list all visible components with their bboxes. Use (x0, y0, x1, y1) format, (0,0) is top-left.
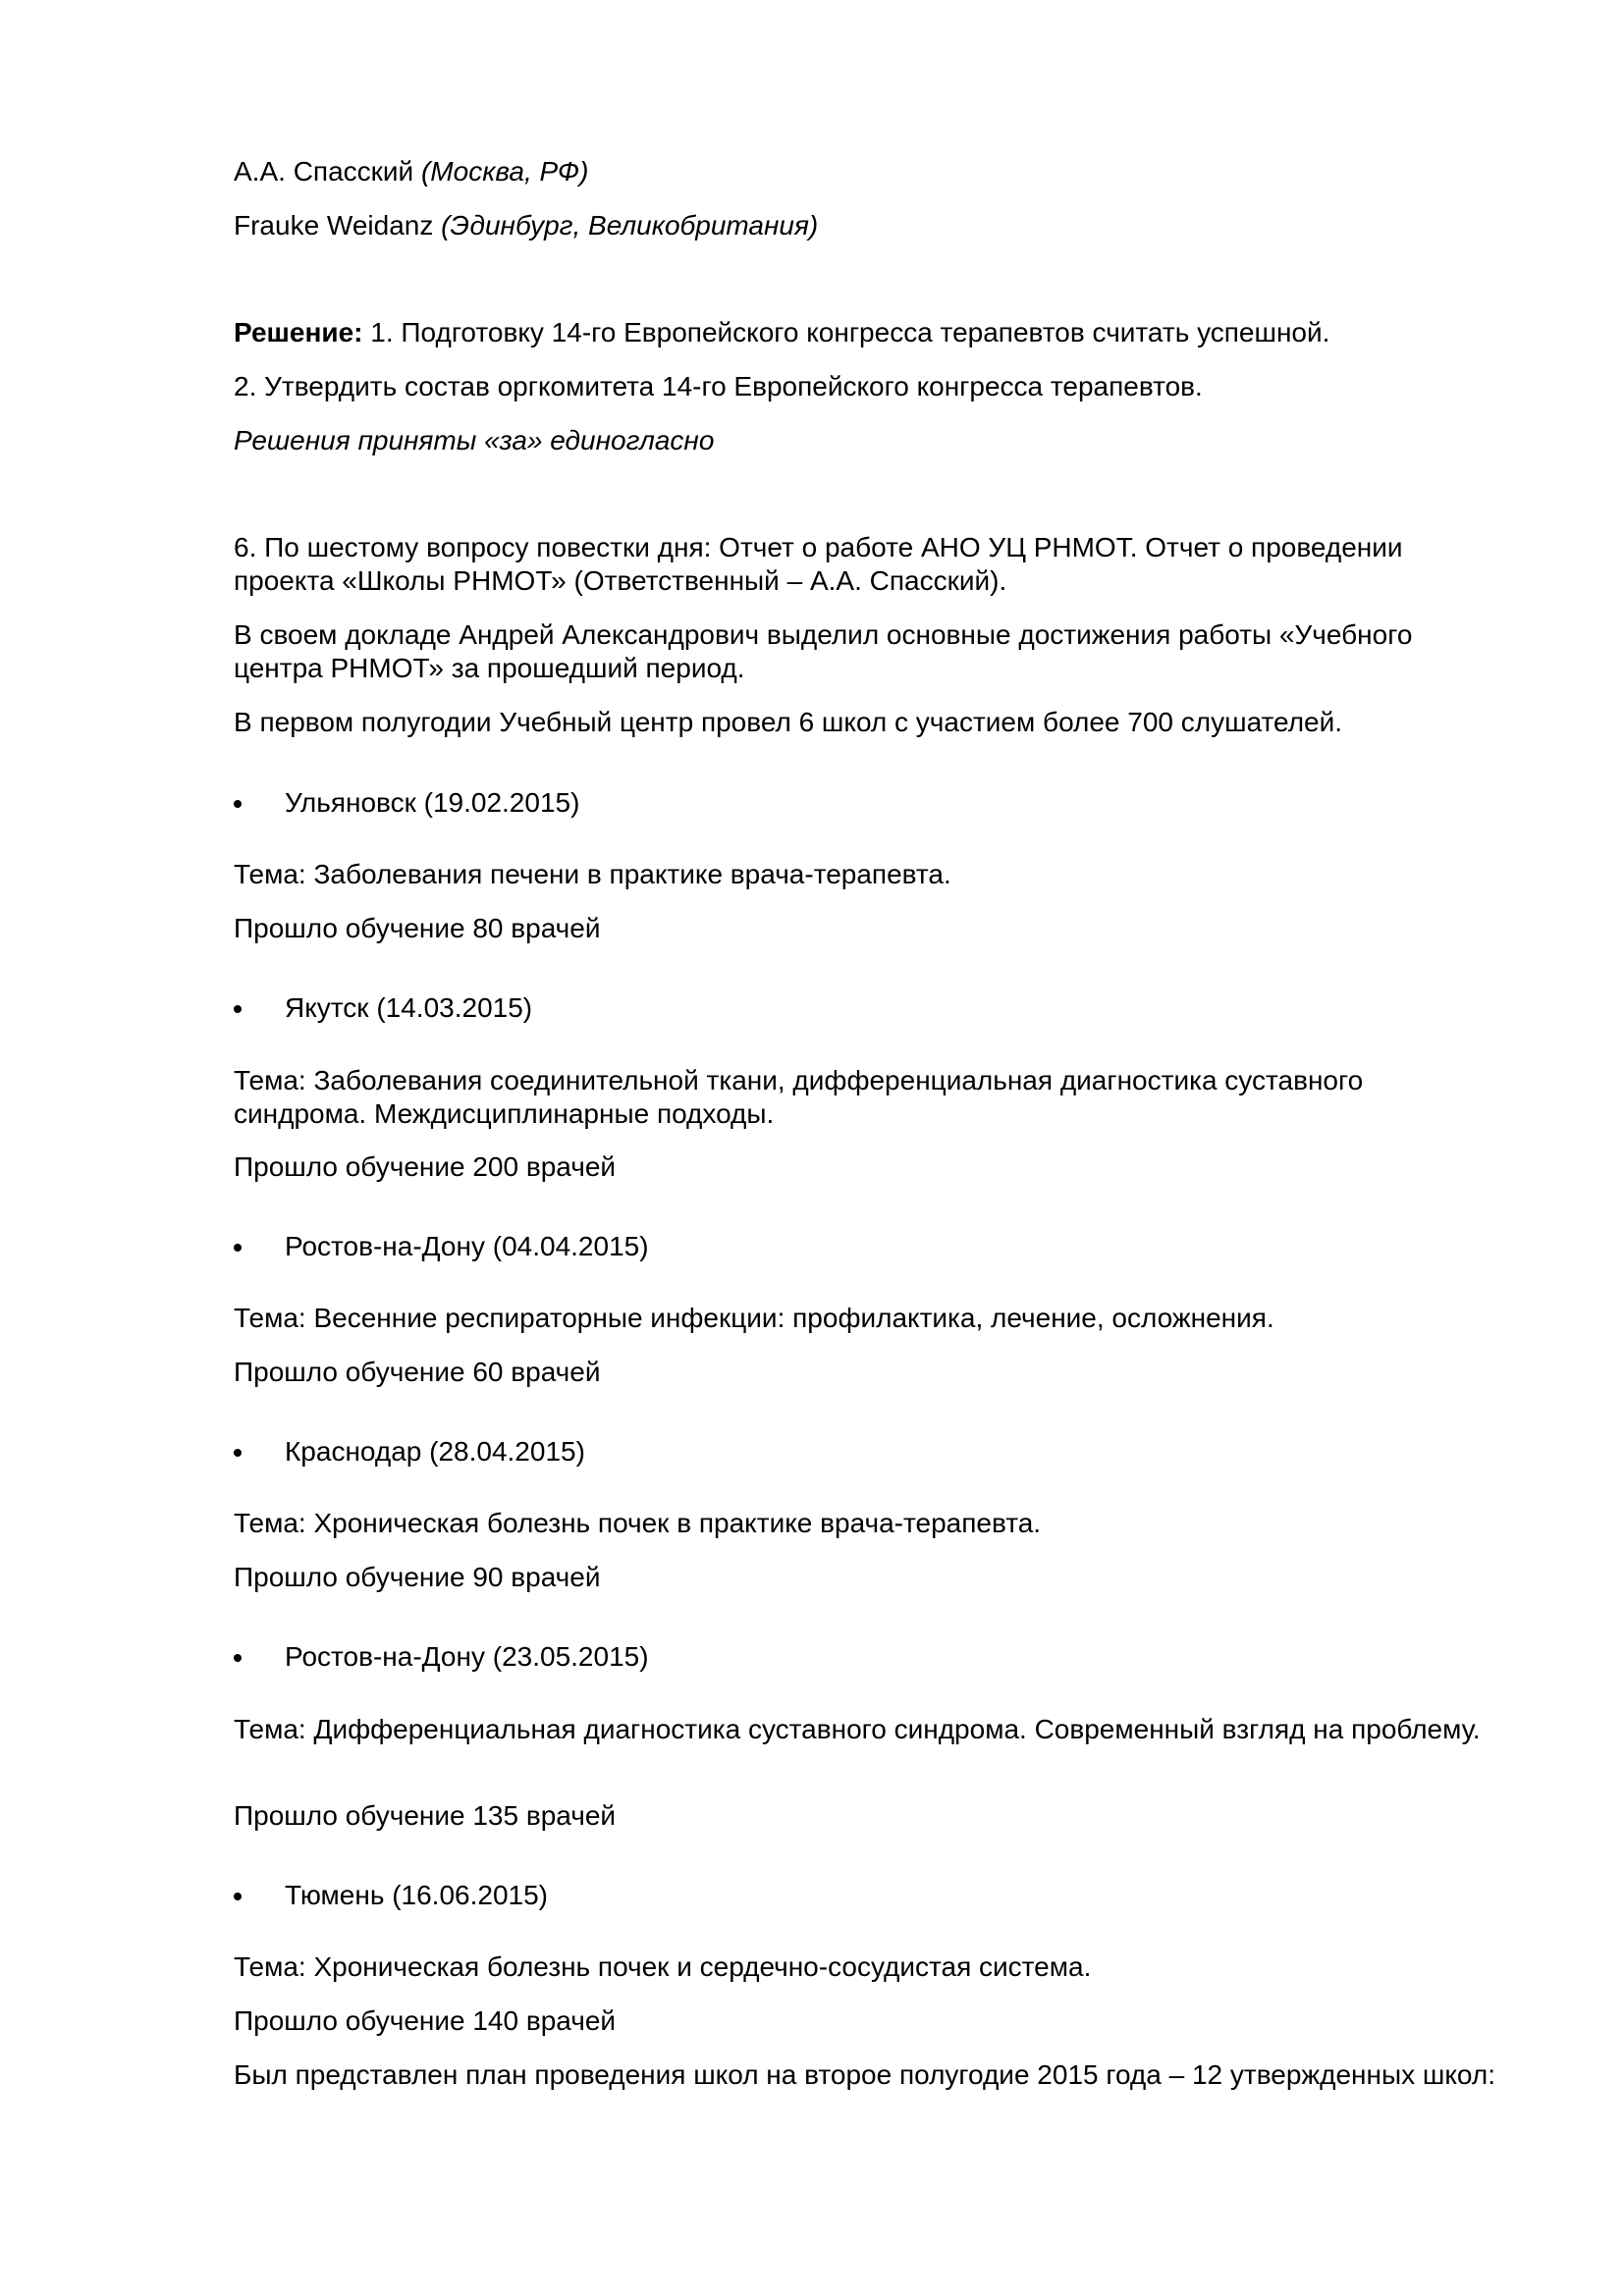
attendee-name: А.А. Спасский (234, 156, 414, 187)
school-trained: Прошло обучение 80 врачей (234, 913, 601, 943)
school-city: Ростов-на-Дону (04.04.2015) (285, 1231, 649, 1261)
school-topic: Тема: Заболевания соединительной ткани, дифференциальная диагностика суставного синдрома. Междисциплинарные подходы. (234, 1065, 1364, 1129)
school-city: Тюмень (16.06.2015) (285, 1880, 548, 1910)
school-city: Ульяновск (19.02.2015) (285, 787, 580, 818)
school-topic: Тема: Дифференциальная диагностика суставного синдрома. Современный взгляд на проблему. (234, 1714, 1481, 1744)
attendee-place: (Эдинбург, Великобритания) (441, 210, 819, 240)
decision-label: Решение: (234, 317, 363, 347)
decision-line (234, 316, 1329, 349)
school-topic: Тема: Хроническая болезнь почек и сердечно-сосудистая система. (234, 1951, 1092, 1982)
attendee-line (234, 155, 588, 188)
school-topic: Тема: Хроническая болезнь почек в практике врача-терапевта. (234, 1508, 1042, 1538)
attendee-name: Frauke Weidanz (234, 210, 434, 240)
agenda-item-6-heading: 6. По шестому вопросу повестки дня: Отчет о работе АНО УЦ РНМОТ. Отчет о проведении проекта «Школы РНМОТ» (Ответственный – А.А. Спасский). (234, 532, 1403, 596)
decision-item-1: 1. Подготовку 14-го Европейского конгресса терапевтов считать успешной. (362, 317, 1330, 347)
attendee-place: (Москва, РФ) (420, 156, 589, 187)
decision-vote: Решения приняты «за» единогласно (234, 425, 715, 455)
school-trained: Прошло обучение 90 врачей (234, 1562, 601, 1592)
bullet-icon (234, 1244, 242, 1252)
school-topic: Тема: Весенние респираторные инфекции: профилактика, лечение, осложнения. (234, 1303, 1274, 1333)
school-trained: Прошло обучение 200 врачей (234, 1151, 617, 1182)
bullet-icon (234, 1654, 242, 1662)
school-trained: Прошло обучение 135 врачей (234, 1800, 617, 1831)
bullet-icon (234, 1449, 242, 1457)
bullet-icon (234, 1005, 242, 1013)
report-paragraph: В своем докладе Андрей Александрович выделил основные достижения работы «Учебного центра РНМОТ» за прошедший период. (234, 619, 1413, 683)
attendee-line (234, 209, 818, 242)
school-city: Якутск (14.03.2015) (285, 992, 533, 1023)
school-trained: Прошло обучение 60 врачей (234, 1357, 601, 1387)
plan-paragraph: Был представлен план проведения школ на второе полугодие 2015 года – 12 утвержденных школ: (234, 2059, 1495, 2090)
bullet-icon (234, 800, 242, 808)
school-topic: Тема: Заболевания печени в практике врача-терапевта. (234, 859, 951, 889)
school-city: Краснодар (28.04.2015) (285, 1436, 585, 1467)
decision-item-2: 2. Утвердить состав оргкомитета 14-го Европейского конгресса терапевтов. (234, 371, 1203, 401)
school-city: Ростов-на-Дону (23.05.2015) (285, 1641, 649, 1672)
summary-paragraph: В первом полугодии Учебный центр провел 6 школ с участием более 700 слушателей. (234, 707, 1343, 737)
school-trained: Прошло обучение 140 врачей (234, 2005, 617, 2036)
bullet-icon (234, 1893, 242, 1900)
